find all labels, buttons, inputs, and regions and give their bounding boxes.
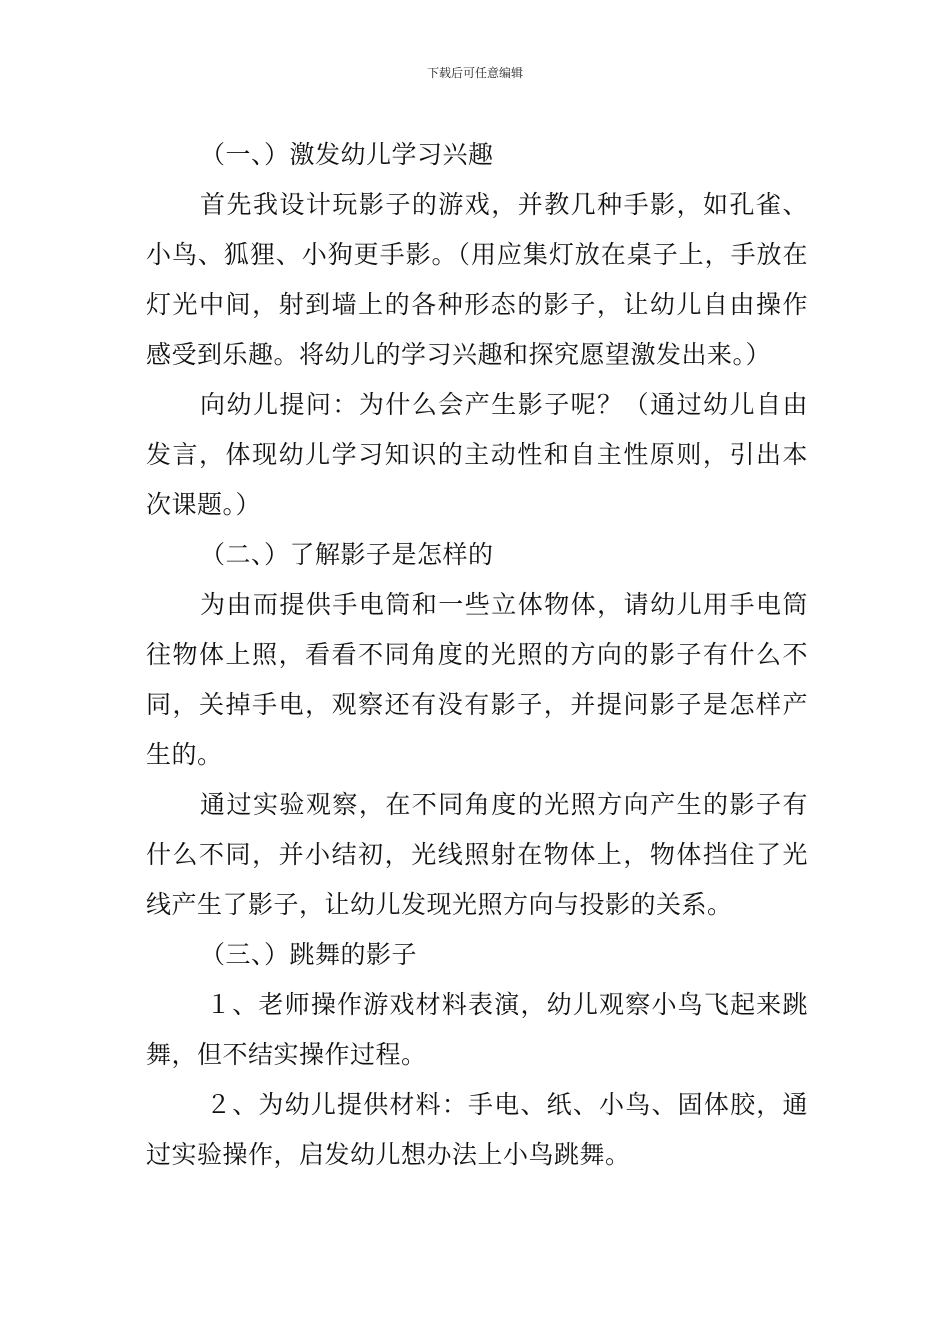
document-body [146, 130, 808, 1180]
paragraph-3: 为由而提供手电筒和一些立体物体，请幼儿用手电筒往物体上照，看看不同角度的光照的方向的影子有什么不同，关掉手电，观察还有没有影子，并提问影子是怎样产生的。 [146, 590, 808, 769]
section-heading-2: （二、）了解影子是怎样的 [200, 540, 494, 569]
numbered-item-1: １、老师操作游戏材料表演，幼儿观察小鸟飞起来跳舞，但不结实操作过程。 [146, 990, 808, 1069]
paragraph-4: 通过实验观察，在不同角度的光照方向产生的影子有什么不同，并小结初，光线照射在物体上，物体挡住了光线产生了影子，让幼儿发现光照方向与投影的关系。 [146, 790, 808, 919]
paragraph-2: 向幼儿提问：为什么会产生影子呢？（通过幼儿自由发言，体现幼儿学习知识的主动性和自主性原则，引出本次课题。） [146, 390, 808, 519]
paragraph-1: 首先我设计玩影子的游戏，并教几种手影，如孔雀、小鸟、狐狸、小狗更手影。（用应集灯放在桌子上，手放在灯光中间，射到墙上的各种形态的影子，让幼儿自由操作感受到乐趣。将幼儿的学习兴趣和探究愿望激发出来。） [146, 190, 808, 369]
section-heading-3: （三、）跳舞的影子 [200, 940, 418, 969]
section-heading-1: （一、）激发幼儿学习兴趣 [200, 140, 494, 169]
numbered-item-2: ２、为幼儿提供材料：手电、纸、小鸟、固体胶，通过实验操作，启发幼儿想办法上小鸟跳舞。 [146, 1090, 808, 1169]
header-watermark: 下载后可任意编辑 [426, 66, 523, 80]
